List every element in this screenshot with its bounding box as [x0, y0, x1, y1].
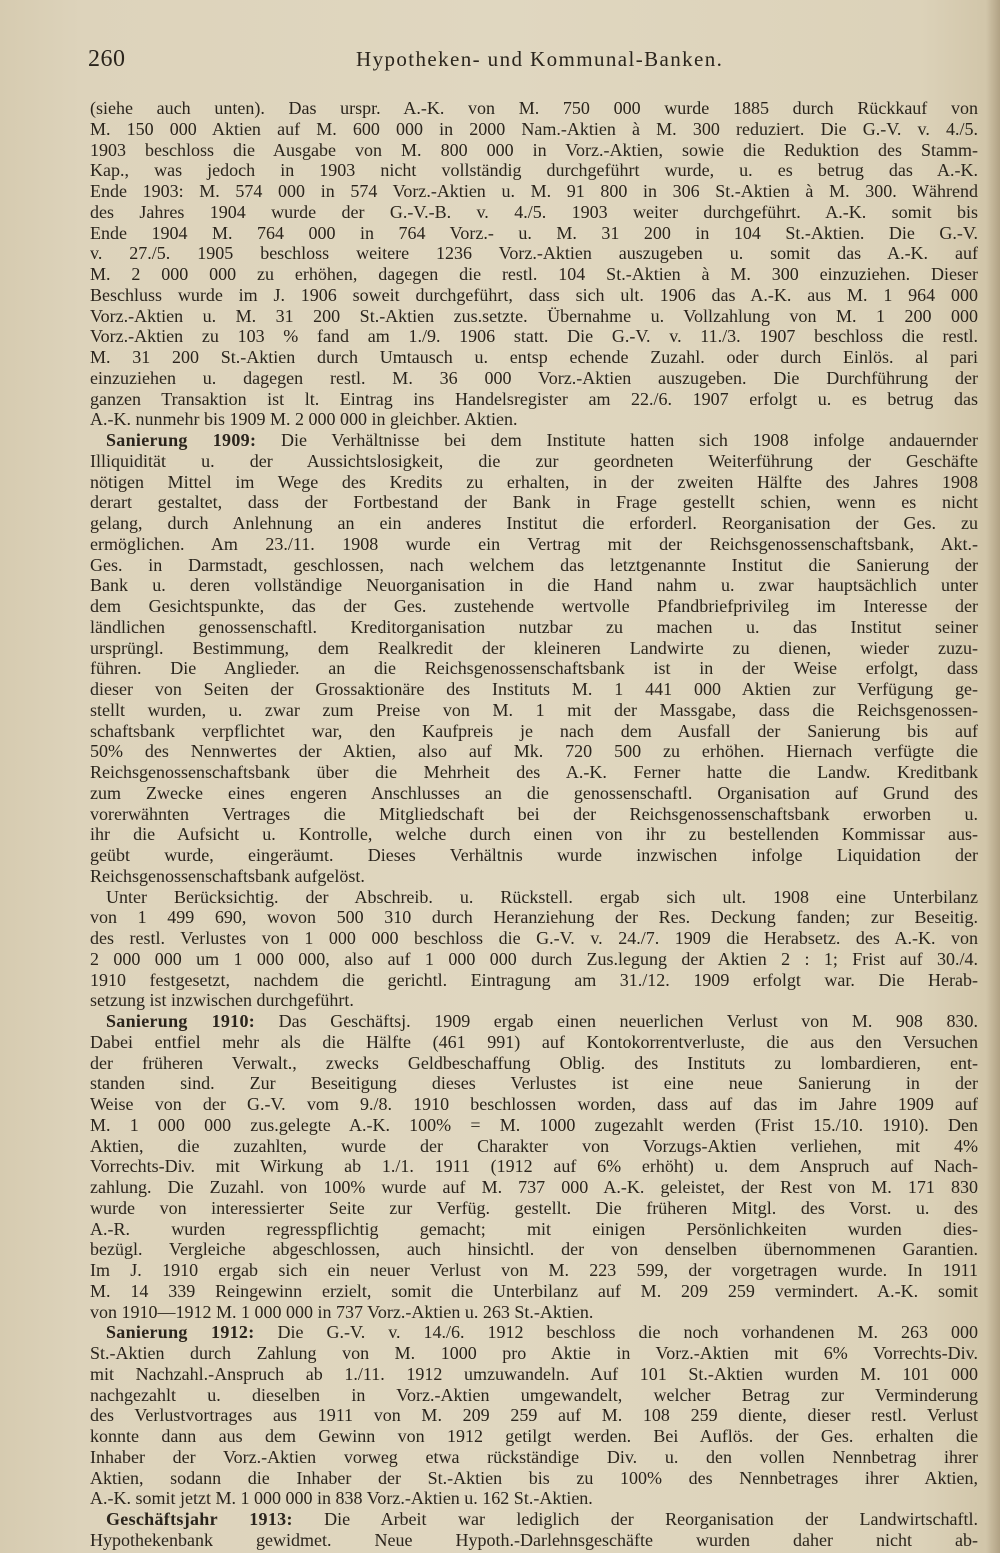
text-line	[90, 1322, 978, 1343]
text-line	[90, 1136, 978, 1157]
text-line	[90, 1011, 978, 1032]
text-line	[90, 1053, 978, 1074]
text-line	[90, 451, 978, 472]
text-line	[90, 970, 978, 991]
line-text: Bank u. deren vollständige Neuorganisation in die Hand nahm u. zwar hauptsächlich unter	[90, 575, 978, 596]
line-text: 1910 festgesetzt, nachdem die gerichtl. Eintragung am 31./12. 1909 erfolgt war. Die Herab-	[90, 969, 978, 990]
text-line	[90, 907, 978, 928]
line-text: ermöglichen. Am 23./11. 1908 wurde ein Vertrag mit der Reichsgenossenschaftsbank, Akt.-	[90, 533, 978, 554]
line-text: Inhaber der Vorz.-Aktien vorweg etwa rückständige Div. u. den vollen Nennbetrag ihrer	[90, 1446, 978, 1467]
line-text: Unter Berücksichtig. der Abschreib. u. Rückstell. ergab sich ult. 1908 eine Unterbilanz	[106, 886, 978, 907]
body-text	[90, 98, 978, 1551]
line-text: Hypothekenbank gewidmet. Neue Hypoth.-Darlehnsgeschäfte wurden daher nicht ab-	[90, 1529, 978, 1550]
text-line	[90, 285, 978, 306]
text-line	[90, 1488, 978, 1509]
text-line	[90, 1094, 978, 1115]
line-text: bezügl. Vergleiche abgeschlossen, auch hinsichtl. der von denselben übernommenen Garantien.	[90, 1239, 978, 1260]
section-heading: Geschäftsjahr 1913:	[106, 1509, 293, 1529]
text-line	[90, 202, 978, 223]
line-text: des Jahres 1904 wurde der G.-V.-B. v. 4./5. 1903 weiter durchgeführt. A.-K. somit bis	[90, 201, 978, 222]
line-text: zahlung. Die Zuzahl. von 100% wurde auf M. 737 000 A.-K. geleistet, der Rest von M. 171 830	[90, 1177, 978, 1197]
text-line	[90, 119, 978, 140]
line-text: wurde von interessierter Seite zur Verfüg. gestellt. Die früheren Mitgl. des Vorst. u. des	[90, 1197, 978, 1218]
line-text: Die G.-V. v. 14./6. 1912 beschloss die noch vorhandenen M. 263 000	[277, 1322, 978, 1343]
line-text: (siehe auch unten). Das urspr. A.-K. von M. 750 000 wurde 1885 durch Rückkauf von	[90, 98, 978, 118]
line-text: 2 000 000 um 1 000 000, also auf 1 000 000 durch Zus.legung der Aktien 2 : 1; Frist auf 30./4.	[90, 948, 978, 969]
line-text: nachgezahlt u. dieselben in Vorz.-Aktien umgewandelt, welcher Betrag zur Verminderung	[90, 1384, 978, 1405]
line-text: mit Nachzahl.-Anspruch ab 1./11. 1912 umzuwandeln. Auf 101 St.-Aktien wurden M. 101 000	[90, 1363, 978, 1384]
line-text: standen sind. Zur Beseitigung dieses Verlustes ist eine neue Sanierung in der	[90, 1073, 978, 1094]
line-text: des restl. Verlustes von 1 000 000 beschloss die G.-V. v. 24./7. 1909 die Herabsetz. des A.-K. von	[90, 928, 978, 948]
line-text: nötigen Mittel im Wege des Kredits zu erhalten, in der zweiten Hälfte des Jahres 1908	[90, 471, 978, 492]
text-line	[90, 1343, 978, 1364]
text-line	[90, 368, 978, 389]
page-number: 260	[88, 46, 126, 72]
text-line	[90, 679, 978, 700]
line-text: M. 14 339 Reingewinn erzielt, somit die Unterbilanz auf M. 209 259 vermindert. A.-K. somit	[90, 1280, 978, 1301]
line-text: einzuziehen u. dagegen restl. M. 36 000 Vorz.-Aktien auszugeben. Die Durchführung der	[90, 367, 978, 388]
text-line	[90, 1509, 978, 1530]
line-text: A.-K. somit jetzt M. 1 000 000 in 838 Vorz.-Aktien u. 162 St.-Aktien.	[90, 1488, 593, 1509]
line-text: Illiquidität u. der Aussichtslosigkeit, die zur geordneten Weiterführung der Geschäfte	[90, 450, 978, 471]
text-line	[90, 824, 978, 845]
line-text: ländlichen genossenschaftl. Kreditorganisation nutzbar zu machen u. das Institut seiner	[90, 616, 978, 637]
text-line	[90, 1115, 978, 1136]
text-line	[90, 492, 978, 513]
paragraph	[90, 98, 978, 430]
line-text: vorerwähnten Vertrages die Mitgliedschaft bei der Reichsgenossenschaftsbank erworben u.	[90, 803, 978, 824]
text-line	[90, 243, 978, 264]
line-text: ihr die Aufsicht u. Kontrolle, welche durch einen von ihr zu bestellenden Kommissar aus-	[90, 824, 978, 845]
text-line	[90, 181, 978, 202]
text-line	[90, 1530, 978, 1551]
section-heading: Sanierung 1910:	[106, 1011, 256, 1031]
text-line	[90, 1447, 978, 1468]
text-line	[90, 1385, 978, 1406]
paragraph	[90, 1011, 978, 1322]
line-text: des Verlustvortrages aus 1911 von M. 209 259 auf M. 108 259 diente, dieser restl. Verlust	[90, 1405, 978, 1426]
line-text: zum Zwecke eines engeren Anschlusses an die genossenschaftl. Organisation auf Grund des	[90, 782, 978, 803]
paragraph	[90, 887, 978, 1012]
text-line	[90, 1260, 978, 1281]
line-text: M. 2 000 000 zu erhöhen, dagegen die restl. 104 St.-Aktien à M. 300 einzuziehen. Dieser	[90, 264, 978, 284]
line-text: Vorz.-Aktien u. M. 31 200 St.-Aktien zus.setzte. Übernahme u. Vollzahlung von M. 1 200 000	[90, 305, 978, 326]
text-line	[90, 98, 978, 119]
line-text: Ende 1904 M. 764 000 in 764 Vorz.- u. M. 31 200 in 104 St.-Aktien. Die G.-V.	[90, 222, 978, 243]
text-line	[90, 741, 978, 762]
text-line	[90, 160, 978, 181]
text-line	[90, 306, 978, 327]
text-line	[90, 513, 978, 534]
line-text: M. 150 000 Aktien auf M. 600 000 in 2000 Nam.-Aktien à M. 300 reduziert. Die G.-V. v. 4./5.	[90, 118, 978, 139]
line-text: führen. Die Anglieder. an die Reichsgenossenschaftsbank ist in der Weise erfolgt, dass	[90, 658, 978, 679]
text-line	[90, 555, 978, 576]
text-line	[90, 140, 978, 161]
line-text: dieser von Seiten der Grossaktionäre des Instituts M. 1 441 000 Aktien zur Verfügung ge-	[90, 679, 978, 699]
text-line	[90, 721, 978, 742]
line-text: Ende 1903: M. 574 000 in 574 Vorz.-Aktien u. M. 91 800 in 306 St.-Aktien à M. 300. Während	[90, 181, 978, 201]
line-text: Reichsgenossenschaftsbank aufgelöst.	[90, 865, 365, 886]
paragraph	[90, 1509, 978, 1551]
text-line	[90, 1198, 978, 1219]
text-line	[90, 990, 978, 1011]
line-text: Dabei entfiel mehr als die Hälfte (461 991) auf Kontokorrentverluste, die aus den Versuchen	[90, 1031, 978, 1052]
text-line	[90, 347, 978, 368]
text-line	[90, 326, 978, 347]
line-text: konnte dann aus dem Gewinn von 1912 getilgt werden. Bei Auflös. der Ges. erhalten die	[90, 1426, 978, 1446]
paragraph	[90, 430, 978, 887]
line-text: Weise von der G.-V. vom 9./8. 1910 beschlossen worden, dass auf das im Jahre 1909 auf	[90, 1094, 978, 1114]
text-line	[90, 430, 978, 451]
line-text: Die Arbeit war lediglich der Reorganisation der Landwirtschaftl.	[324, 1509, 978, 1529]
text-line	[90, 804, 978, 825]
line-text: St.-Aktien durch Zahlung von M. 1000 pro Aktie in Vorz.-Aktien mit 6% Vorrechts-Div.	[90, 1343, 978, 1363]
line-text: Ges. in Darmstadt, geschlossen, nach welchem das letztgenannte Institut die Sanierung der	[90, 554, 978, 575]
text-line	[90, 534, 978, 555]
paragraph	[90, 1322, 978, 1509]
text-line	[90, 575, 978, 596]
line-text: dem Gesichtspunkte, das der Ges. zustehende wertvolle Pfandbriefprivileg im Interesse der	[90, 596, 978, 616]
line-text: von 1910—1912 M. 1 000 000 in 737 Vorz.-Aktien u. 263 St.-Aktien.	[90, 1301, 594, 1322]
page-header	[88, 46, 960, 76]
text-line	[90, 700, 978, 721]
text-line	[90, 1405, 978, 1426]
text-line	[90, 1156, 978, 1177]
line-text: A.-R. wurden regresspflichtig gemacht; mit einigen Persönlichkeiten wurden dies-	[90, 1218, 978, 1239]
text-line	[90, 264, 978, 285]
line-text: A.-K. nunmehr bis 1909 M. 2 000 000 in gleichber. Aktien.	[90, 409, 518, 430]
text-line	[90, 472, 978, 493]
line-text: schaftsbank verpflichtet war, den Kaufpreis je nach dem Ausfall der Sanierung bis auf	[90, 720, 978, 741]
line-text: von 1 499 690, wovon 500 310 durch Heranziehung der Res. Deckung fanden; zur Beseitig.	[90, 907, 978, 928]
line-text: Beschluss wurde im J. 1906 soweit durchgeführt, dass sich ult. 1906 das A.-K. aus M. 1 964 000	[90, 284, 978, 305]
text-line	[90, 223, 978, 244]
line-text: Aktien, sodann die Inhaber der St.-Aktien bis zu 100% des Nennbetrages ihrer Aktien,	[90, 1467, 978, 1488]
text-line	[90, 949, 978, 970]
line-text: Reichsgenossenschaftsbank über die Mehrheit des A.-K. Ferner hatte die Landw. Kreditbank	[90, 762, 978, 782]
text-line	[90, 866, 978, 887]
text-line	[90, 389, 978, 410]
section-heading: Sanierung 1912:	[106, 1322, 255, 1343]
line-text: Das Geschäftsj. 1909 ergab einen neuerlichen Verlust von M. 908 830.	[278, 1011, 978, 1031]
line-text: stellt wurden, u. zwar zum Preise von M. 1 mit der Massgabe, dass die Reichsgenossen-	[90, 699, 978, 720]
text-line	[90, 617, 978, 638]
text-line	[90, 658, 978, 679]
text-line	[90, 1239, 978, 1260]
line-text: geübt wurde, eingeräumt. Dieses Verhältnis wurde inzwischen infolge Liquidation der	[90, 845, 978, 865]
line-text: M. 31 200 St.-Aktien durch Umtausch u. entsp echende Zuzahl. oder durch Einlös. al pari	[90, 347, 978, 367]
text-line	[90, 845, 978, 866]
text-line	[90, 1426, 978, 1447]
text-line	[90, 1177, 978, 1198]
page-edge-shadow	[986, 0, 1000, 1553]
text-line	[90, 762, 978, 783]
section-heading: Sanierung 1909:	[106, 430, 257, 450]
text-line	[90, 1302, 978, 1323]
line-text: M. 1 000 000 zus.gelegte A.-K. 100% = M. 1000 zugezahlt werden (Frist 15./10. 1910). Den	[90, 1114, 978, 1135]
text-line	[90, 1032, 978, 1053]
text-line	[90, 596, 978, 617]
line-text: 1903 beschloss die Ausgabe von M. 800 000 in Vorz.-Aktien, sowie die Reduktion des Stamm-	[90, 139, 978, 160]
line-text: Vorz.-Aktien zu 103 % fand am 1./9. 1906 statt. Die G.-V. v. 11./3. 1907 beschloss die restl.	[90, 326, 978, 347]
line-text: Vorrechts-Div. mit Wirkung ab 1./1. 1911 (1912 auf 6% erhöht) u. dem Anspruch auf Nach-	[90, 1156, 978, 1177]
line-text: Die Verhältnisse bei dem Institute hatten sich 1908 infolge andauernder	[280, 430, 978, 450]
line-text: der früheren Verwalt., zwecks Geldbeschaffung Oblig. des Instituts zu lombardieren, ent-	[90, 1052, 978, 1073]
line-text: 50% des Nennwertes der Aktien, also auf Mk. 720 500 zu erhöhen. Hiernach verfügte die	[90, 741, 978, 762]
line-text: Im J. 1910 ergab sich ein neuer Verlust von M. 223 599, der vorgetragen wurde. In 1911	[90, 1260, 978, 1280]
text-line	[90, 1219, 978, 1240]
line-text: ursprüngl. Bestimmung, dem Realkredit der kleineren Landwirte zu dienen, wieder zuzu-	[90, 637, 978, 658]
text-line	[90, 1364, 978, 1385]
text-line	[90, 1073, 978, 1094]
text-line	[90, 638, 978, 659]
line-text: ganzen Transaktion ist lt. Eintrag ins Handelsregister am 22./6. 1907 erfolgt u. es betrug das	[90, 388, 978, 409]
line-text: Aktien, die zuzahlten, wurde der Charakter von Vorzugs-Aktien verliehen, mit 4%	[90, 1135, 978, 1156]
line-text: gelang, durch Anlehnung an ein anderes Institut die erforderl. Reorganisation der Ges. zu	[90, 513, 978, 533]
text-line	[90, 887, 978, 908]
line-text: v. 27./5. 1905 beschloss weitere 1236 Vorz.-Aktien auszugeben u. somit das A.-K. auf	[90, 243, 978, 264]
text-line	[90, 783, 978, 804]
text-line	[90, 409, 978, 430]
line-text: setzung ist inzwischen durchgeführt.	[90, 990, 354, 1011]
text-line	[90, 928, 978, 949]
running-title: Hypotheken- und Kommunal-Banken.	[356, 47, 724, 71]
line-text: Kap., was jedoch in 1903 nicht vollständig durchgeführt wurde, u. es betrug das A.-K.	[90, 160, 978, 181]
text-line	[90, 1281, 978, 1302]
line-text: derart gestaltet, dass der Fortbestand der Bank in Frage gestellt schien, wenn es nicht	[90, 492, 978, 513]
text-line	[90, 1468, 978, 1489]
